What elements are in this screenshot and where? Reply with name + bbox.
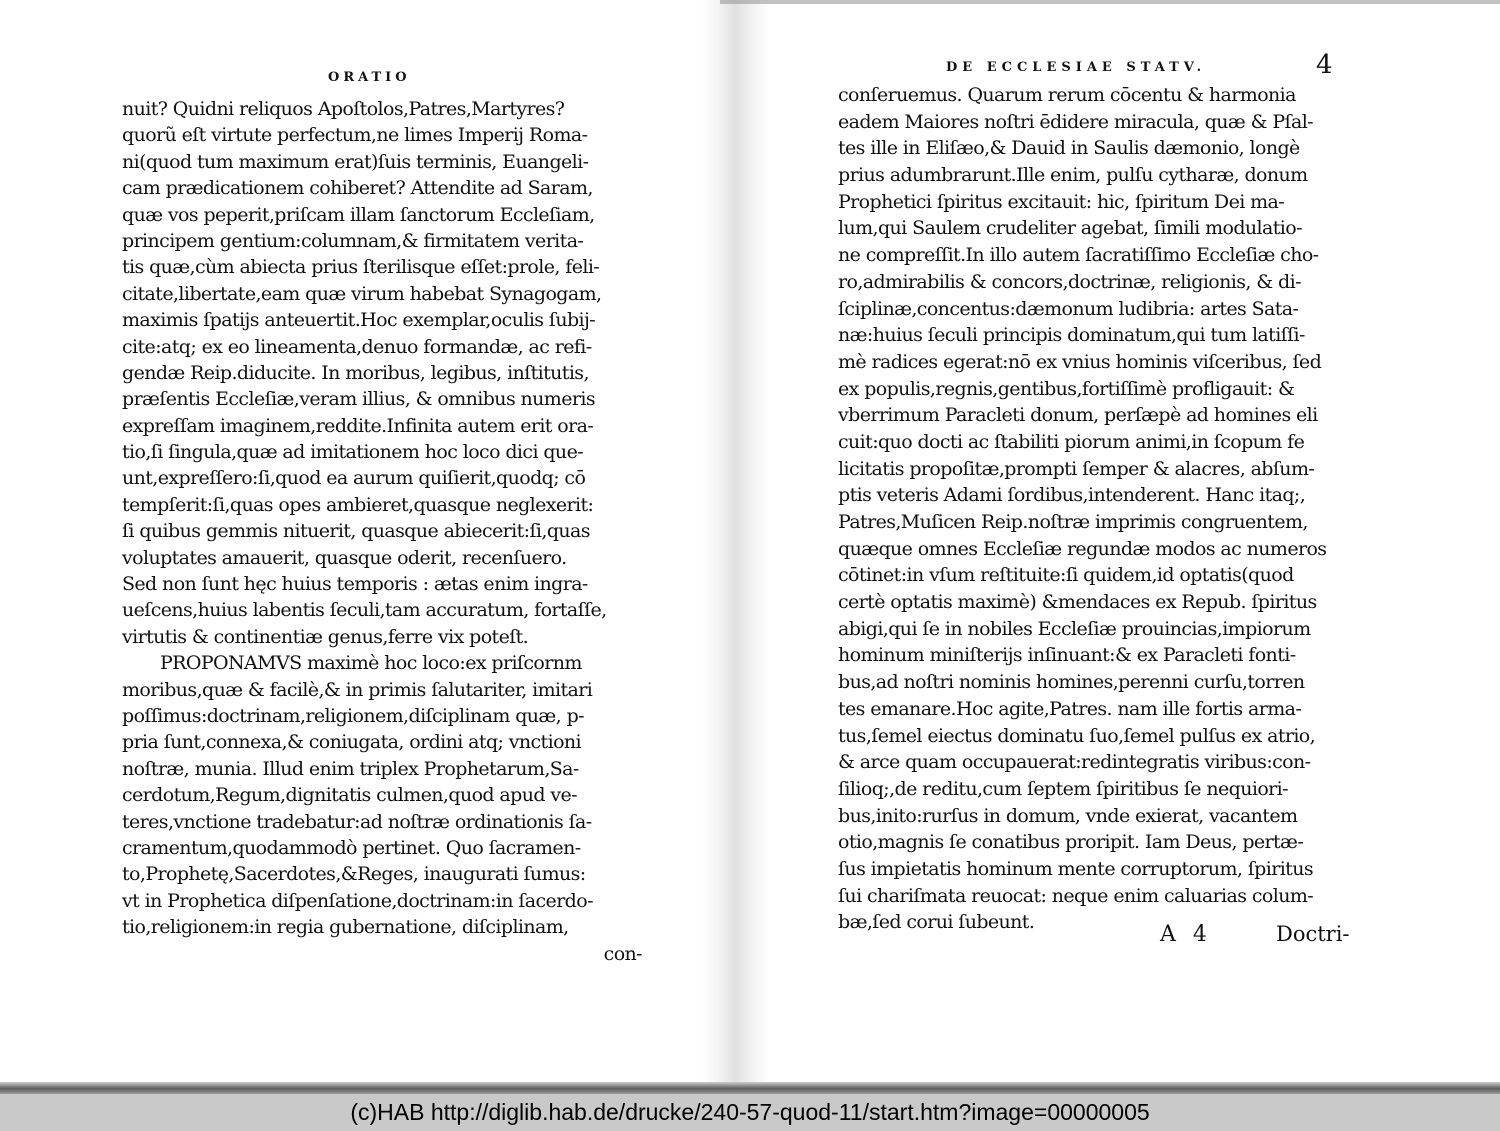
text-line: pria ſunt,connexa,& coniugata, ordini atq; vnctioni	[122, 731, 582, 754]
text-line: eadem Maiores noſtri ēdidere miracula, quæ & Pſal-	[838, 110, 1314, 133]
text-line: cite:atq; ex eo lineamenta,denuo formandæ, ac refi-	[122, 335, 592, 358]
text-line: unt,expreſſero:ſi,quod ea aurum quiſierit,quodq; cō	[122, 467, 586, 490]
text-line: expreſſam imaginem,reddite.Infinita autem erit ora-	[122, 414, 594, 437]
text-line: tes ille in Eliſæo,& Dauid in Saulis dæmonio, longè	[838, 137, 1300, 160]
text-line: ſilioq;,de reditu,cum ſeptem ſpiritibus ſe nequiori-	[838, 777, 1288, 800]
text-line: PROPONAMVS maximè hoc loco:ex priſcornm	[160, 652, 582, 675]
text-line: cerdotum,Regum,dignitatis culmen,quod apud ve-	[122, 784, 577, 807]
text-line: citate,libertate,eam quæ virum habebat Synagogam,	[122, 282, 602, 305]
text-line: vberrimum Paracleti donum, perſæpè ad homines eli	[838, 404, 1318, 427]
spine-shadow	[700, 0, 770, 1090]
text-line: bæ,ſed corui ſubeunt.	[838, 911, 1035, 934]
text-line: maximis ſpatijs anteuertit.Hoc exemplar,oculis ſubij-	[122, 309, 596, 332]
text-line: bus,inito:rurſus in domum, vnde exierat, vacantem	[838, 804, 1298, 827]
text-line: abigi,qui ſe in nobiles Eccleſiæ prouincias,impiorum	[838, 617, 1311, 640]
left-running-head: ORATIO	[328, 70, 411, 85]
footer-credit: (c)HAB http://diglib.hab.de/drucke/240-57-quod-11/start.htm?image=00000005	[0, 1094, 1500, 1131]
text-line: moribus,quæ & facilè,& in primis ſalutariter, imitari	[122, 678, 593, 701]
text-line: certè optatis maximè) &mendaces ex Repub. ſpiritus	[838, 591, 1317, 614]
text-line: & arce quam occupauerat:redintegratis viribus:con-	[838, 751, 1311, 774]
text-line: poſſimus:doctrinam,religionem,diſciplinam quæ, p-	[122, 704, 584, 727]
text-line: conſeruemus. Quarum rerum cōcentu & harmonia	[838, 84, 1296, 106]
text-line: voluptates amauerit, quasque oderit, recenſuero.	[122, 546, 567, 569]
text-line: ſi quibus gemmis nituerit, quasque abiecerit:ſi,quas	[122, 520, 590, 543]
text-line: ſus impietatis hominum mente corruptorum, ſpiritus	[838, 857, 1314, 880]
text-line: ptis veteris Adami ſordibus,intenderent. Hanc itaq;,	[838, 484, 1306, 507]
text-line: gendæ Reip.diducite. In moribus, legibus, inſtitutis,	[122, 361, 589, 384]
text-line: tio,ſi ſingula,quæ ad imitationem hoc loco dici que-	[122, 441, 584, 464]
text-line: tio,religionem:in regia gubernatione, diſciplinam,	[122, 916, 569, 939]
top-page-edge	[720, 0, 1500, 4]
text-line: quorũ eſt virtute perfectum,ne limes Imperij Roma-	[122, 124, 588, 147]
right-running-head: DE ECCLESIAE STATV.	[946, 60, 1207, 75]
text-line: noſtræ, munia. Illud enim triplex Prophetarum,Sa-	[122, 757, 579, 780]
text-line: cuit:quo docti ac ſtabiliti piorum animi,in ſcopum fe	[838, 430, 1305, 453]
page-number: 4	[1316, 50, 1333, 80]
signature-number: 4	[1192, 922, 1207, 947]
text-line: præſentis Eccleſiæ,veram illius, & omnibus numeris	[122, 388, 595, 411]
text-line: vt in Prophetica diſpenſatione,doctrinam:in ſacerdo-	[122, 889, 593, 912]
text-line: Patres,Muſicen Reip.noſtræ imprimis congruentem,	[838, 511, 1308, 533]
text-line: ro,admirabilis & concors,doctrinæ, religionis, & di-	[838, 270, 1301, 293]
text-line: tis quæ,cùm abiecta prius ſterilisque eſſet:prole, feli-	[122, 256, 600, 279]
catchword-left: con-	[603, 942, 642, 965]
text-line: bus,ad noſtri nominis homines,perenni curſu,torren	[838, 671, 1305, 694]
bottom-page-edge	[0, 1082, 1500, 1094]
text-line: næ:huius ſeculi principis dominatum,qui tum latiſſi-	[838, 324, 1305, 347]
text-line: Sed non ſunt hęc huius temporis : ætas enim ingra-	[122, 573, 588, 596]
text-line: principem gentium:columnam,& firmitatem verita-	[122, 229, 584, 252]
text-line: mè radices egerat:nō ex vnius hominis viſceribus, ſed	[838, 350, 1322, 373]
catchword-right: Doctri-	[1276, 922, 1350, 946]
text-line: tempſerit:ſi,quas opes ambieret,quasque neglexerit:	[122, 493, 594, 516]
text-line: quæque omnes Eccleſiæ regundæ modos ac numeros	[838, 537, 1327, 560]
text-line: ni(quod tum maximum erat)ſuis terminis, Euangeli-	[122, 150, 589, 173]
text-line: cramentum,quodammodò pertinet. Quo ſacramen-	[122, 836, 581, 859]
text-line: tes emanare.Hoc agite,Patres. nam ille fortis arma-	[838, 697, 1302, 720]
right-page-text	[838, 82, 1348, 936]
text-line: hominum miniſterijs inſinuant:& ex Paracleti fonti-	[838, 644, 1296, 667]
signature-mark	[1160, 922, 1217, 947]
text-line: virtutis & continentiæ genus,ferre vix poteſt.	[122, 625, 529, 648]
text-line: quæ vos peperit,priſcam illam ſanctorum Eccleſiam,	[122, 203, 595, 226]
text-line: to,Prophetę,Sacerdotes,&Reges, inaugurati ſumus:	[122, 863, 586, 886]
text-line: otio,magnis ſe conatibus proripit. Iam Deus, pertæ-	[838, 831, 1304, 854]
signature-letter: A	[1160, 922, 1176, 947]
text-line: teres,vnctione tradebatur:ad noſtræ ordinationis ſa-	[122, 810, 592, 833]
text-line: lum,qui Saulem crudeliter agebat, ſimili modulatio-	[838, 217, 1302, 240]
text-line: ne compreſſit.In illo autem ſacratiſſimo Eccleſiæ cho-	[838, 244, 1319, 267]
text-line: Prophetici ſpiritus excitauit: hic, ſpiritum Dei ma-	[838, 190, 1285, 213]
text-line: ſui chariſmata reuocat: neque enim caluarias colum-	[838, 884, 1314, 907]
text-line: licitatis propoſitæ,prompti ſemper & alacres, abſum-	[838, 457, 1315, 480]
text-line: cōtinet:in vſum reſtituite:ſi quidem,id optatis(quod	[838, 564, 1294, 587]
text-line: cam prædicationem cohiberet? Attendite ad Saram,	[122, 177, 593, 200]
text-line: ſciplinæ,concentus:dæmonum ludibria: artes Sata-	[838, 297, 1299, 320]
text-line: nuit? Quidni reliquos Apoſtolos,Patres,Martyres?	[122, 98, 565, 120]
text-line: ueſcens,huius labentis ſeculi,tam accuratum, fortaſſe,	[122, 599, 607, 622]
text-line: tus,ſemel eiectus dominatu ſuo,ſemel pulſus ex atrio,	[838, 724, 1316, 747]
text-line: prius adumbrarunt.Ille enim, pulſu cytharæ, donum	[838, 164, 1308, 187]
left-page-text	[122, 96, 642, 967]
text-line: ex populis,regnis,gentibus,fortiſſimè profligauit: &	[838, 377, 1295, 400]
